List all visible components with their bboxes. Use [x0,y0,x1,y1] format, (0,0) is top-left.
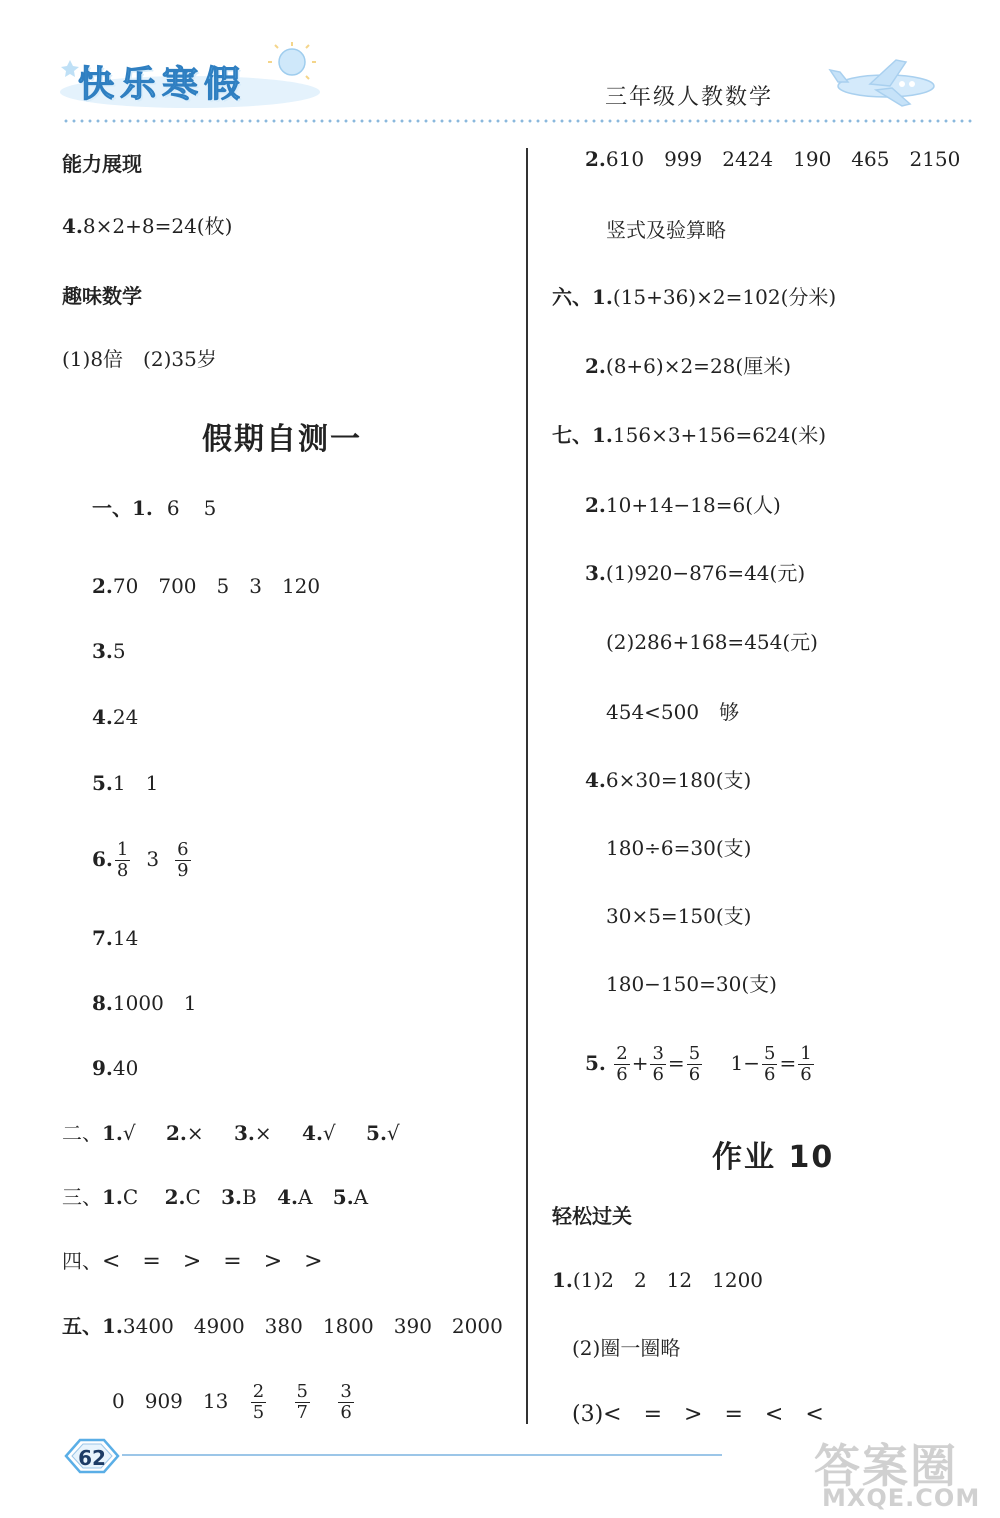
item-number: 1. [552,1268,573,1292]
section-title-test-one: 假期自测一 [202,422,362,457]
item-number: 2. [585,354,606,378]
answer-text: 6 [166,496,180,520]
answer-text: 5 [203,496,217,520]
answer-line [606,700,739,724]
airplane-icon [826,52,946,112]
fraction: $\frac{3}{6}$ [340,1381,352,1423]
answer-line [606,630,818,654]
item-number: 4. [92,705,113,729]
item-number: 5. [92,771,113,795]
answer-line [92,840,193,881]
item-number: 9. [92,1056,113,1080]
answer-line-fractions: 5. $\frac{2}{6}$ + $\frac{3}{6}$ = $\frac{5}{6}$ 1− $\frac{5}{6}$ = $\frac{1}{6}$ [585,1043,812,1085]
answer-line [92,639,126,663]
watermark-url: MXQE.COM [822,1484,981,1512]
watermark-logo-text: 答案圈 [814,1439,958,1493]
fraction: $\frac{1}{6}$ [800,1043,812,1085]
answer-line [552,285,836,309]
answer-text: (2)圈一圈略 [572,1336,681,1360]
header-dotted-rule [62,118,974,124]
answer-text: (8+6)×2=28(厘米) [605,354,791,378]
answer-text: 8×2+8=24(枚) [82,214,233,238]
answer-line [62,1314,503,1338]
item-number: 五、1. [62,1314,123,1338]
part-number: 三、 [62,1185,102,1209]
fraction: $\frac{5}{7}$ [296,1381,308,1423]
answer-text: 24 [112,705,139,729]
item-number: 8. [92,991,113,1015]
answer-text: (1)2 2 12 1200 [572,1268,764,1292]
answer-line [606,218,726,242]
item-number: 2. [585,493,606,517]
answer-line [92,1056,138,1080]
answer-line [606,972,777,996]
answer-text: 6×30=180(支) [605,768,752,792]
answer-line-true-false: 二、1.√ 2.× 3.× 4.√ 5.√ [62,1121,400,1145]
answer-text: 3 [146,847,160,871]
answer-text: 40 [112,1056,139,1080]
fraction: $\frac{1}{8}$ [116,839,129,881]
item-number: 3. [92,639,113,663]
answer-text: 竖式及验算略 [606,218,726,242]
fraction: $\frac{5}{6}$ [688,1043,701,1085]
section-title-homework-10: 作业 10 [712,1140,835,1175]
answer-line-compare [572,1402,824,1427]
watermark [790,1424,990,1514]
part-number: 二、 [62,1121,102,1145]
item-number: 6. [92,847,113,871]
answer-line [606,904,751,928]
page-number: 62 [78,1446,106,1470]
logo-text: 快乐寒假 [78,64,247,105]
item-number: 六、1. [552,285,613,309]
answer-text: 156×3+156=624(米) [612,423,827,447]
answer-text: 10+14−18=6(人) [605,493,781,517]
answer-text: 30×5=150(支) [606,904,752,928]
answer-line [92,771,158,795]
answer-text: 180−150=30(支) [606,972,777,996]
answer-text: 180÷6=30(支) [606,836,752,860]
answer-line [92,574,320,598]
item-number: 2. [92,574,113,598]
fraction: $\frac{3}{6}$ [652,1043,664,1085]
item-number: 2. [585,147,606,171]
answer-line [585,561,805,585]
item-number: 7. [92,926,113,950]
answer-line [62,347,217,371]
answer-line [552,423,826,447]
item-number: 4. [585,768,606,792]
answer-text: (3)< = > = < < [572,1402,824,1427]
section-heading-easy-pass: 轻松过关 [552,1204,632,1228]
answer-line [62,214,232,238]
fraction: $\frac{6}{9}$ [177,839,189,881]
answer-text: 5 [112,639,126,663]
answer-text: 610 999 2424 190 465 2150 [605,147,961,171]
answer-line [92,991,197,1015]
answer-line [585,768,751,792]
fraction: $\frac{2}{5}$ [252,1381,265,1423]
answer-line [92,926,138,950]
answer-text: 1000 1 [112,991,197,1015]
section-heading-fun-math: 趣味数学 [62,284,142,308]
item-number: 3. [585,561,606,585]
answer-text: 3400 4900 380 1800 390 2000 [122,1314,503,1338]
answer-text: 454<500 够 [606,700,740,724]
footer-rule [122,1454,722,1456]
answer-text: (2)286+168=454(元) [606,630,818,654]
part-number: 四、 [62,1249,102,1273]
answer-line [112,1382,356,1423]
fraction: $\frac{5}{6}$ [763,1043,776,1085]
answer-text: (1)920−876=44(元) [605,561,806,585]
answer-line [585,354,791,378]
item-number: 5. [585,1051,606,1075]
answer-text: 0 909 13 [112,1389,229,1413]
fraction: $\frac{2}{6}$ [616,1043,628,1085]
answer-line-choice: 三、1.C 2.C 3.B 4.A 5.A [62,1185,369,1209]
section-heading-ability: 能力展现 [62,152,142,176]
answer-text: (1)8倍 (2)35岁 [62,347,217,371]
answer-line-compare [62,1249,323,1274]
column-divider [526,148,528,1424]
answer-text: < = > = > > [102,1249,323,1274]
answer-text: (15+36)×2=102(分米) [612,285,837,309]
answer-text: 70 700 5 3 120 [112,574,321,598]
answer-line [585,493,781,517]
answer-line [552,1268,763,1292]
book-title: 三年级人教数学 [605,85,774,110]
answer-line [92,705,138,729]
answer-line [606,836,751,860]
answer-line [572,1336,680,1360]
answer-line [92,496,216,520]
item-number: 4. [62,214,83,238]
item-number: 七、1. [552,423,613,447]
answer-line [585,147,960,171]
answer-text: 14 [112,926,139,950]
answer-text: 1 1 [112,771,159,795]
item-number: 一、1. [92,496,153,520]
